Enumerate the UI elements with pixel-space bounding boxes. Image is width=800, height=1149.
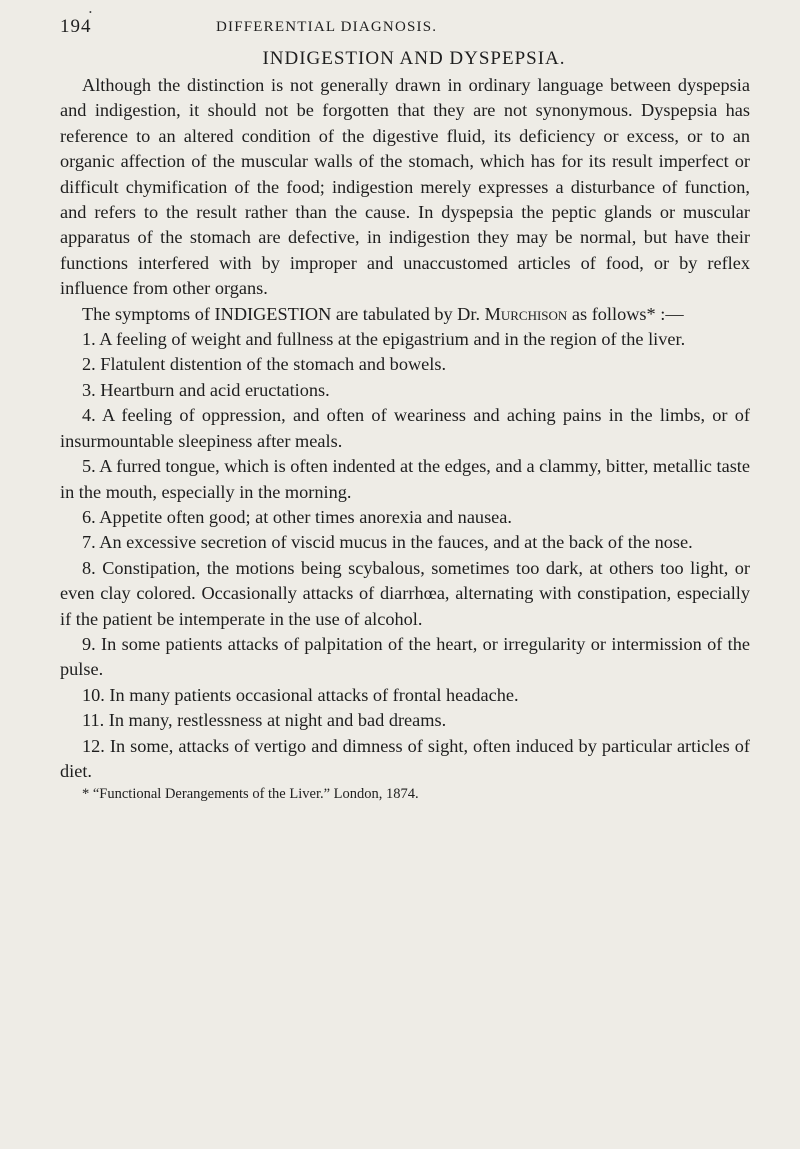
- symptoms-intro-after: as follows* :—: [567, 303, 684, 324]
- running-title: DIFFERENTIAL DIAGNOSIS.: [216, 19, 438, 35]
- symptom-item-5: 5. A furred tongue, which is often indented at the edges, and a clammy, bitter, metallic taste in the mouth, especially in the morning.: [60, 456, 750, 502]
- symptom-item-3: 3. Heartburn and acid eructations.: [82, 379, 330, 400]
- running-head: [60, 12, 750, 42]
- symptom-item-8: 8. Constipation, the motions being scybalous, sometimes too dark, at others too light, or even clay colored. Occasionally attacks of diarrhœa, alternating with constipation, especially if the patient be intemperate in the use of alcohol.: [60, 557, 750, 629]
- symptom-item-6: 6. Appetite often good; at other times anorexia and nausea.: [82, 506, 512, 527]
- symptom-item-4: 4. A feeling of oppression, and often of weariness and aching pains in the limbs, or of insurmountable sleepiness after meals.: [60, 405, 750, 451]
- author-name: Murchison: [484, 303, 568, 324]
- symptom-item-9: 9. In some patients attacks of palpitation of the heart, or irregularity or intermission of the pulse.: [60, 633, 750, 680]
- footnote: * “Functional Derangements of the Liver.” London, 1874.: [82, 786, 419, 803]
- main-text: [60, 48, 750, 804]
- page-number: 194: [60, 16, 92, 37]
- symptoms-intro-paragraph: [60, 302, 750, 327]
- margin-bullet: •: [89, 8, 92, 17]
- symptom-item-10: 10. In many patients occasional attacks of frontal headache.: [82, 684, 519, 705]
- intro-paragraph: Although the distinction is not generally drawn in ordinary language between dyspepsia and indigestion, it should not be forgotten that they are not synonymous. Dyspepsia has reference to an altered condition of the digestive fluid, its deficiency or excess, or to an organic affection of the muscular walls of the stomach, which has for its result imperfect or difficult chymification of the food; indigestion merely expresses a disturbance of function, and refers to the result rather than the cause. In dyspepsia the peptic glands or muscular apparatus of the stomach are defective, in indigestion they may be normal, but have their functions interfered with by improper and unaccustomed articles of food, or by reflex influence from other organs.: [60, 75, 750, 299]
- symptoms-intro-before: The symptoms of INDIGESTION are tabulated by Dr.: [82, 303, 485, 324]
- symptom-item-2: 2. Flatulent distention of the stomach and bowels.: [82, 354, 447, 375]
- symptom-item-11: 11. In many, restlessness at night and bad dreams.: [82, 710, 447, 731]
- symptom-item-12: 12. In some, attacks of vertigo and dimness of sight, often induced by particular articles of diet.: [60, 735, 750, 781]
- symptom-item-7: 7. An excessive secretion of viscid mucus in the fauces, and at the back of the nose.: [82, 532, 693, 553]
- symptom-item-1: 1. A feeling of weight and fullness at the epigastrium and in the region of the liver.: [82, 329, 686, 350]
- section-title: INDIGESTION AND DYSPEPSIA.: [262, 48, 566, 69]
